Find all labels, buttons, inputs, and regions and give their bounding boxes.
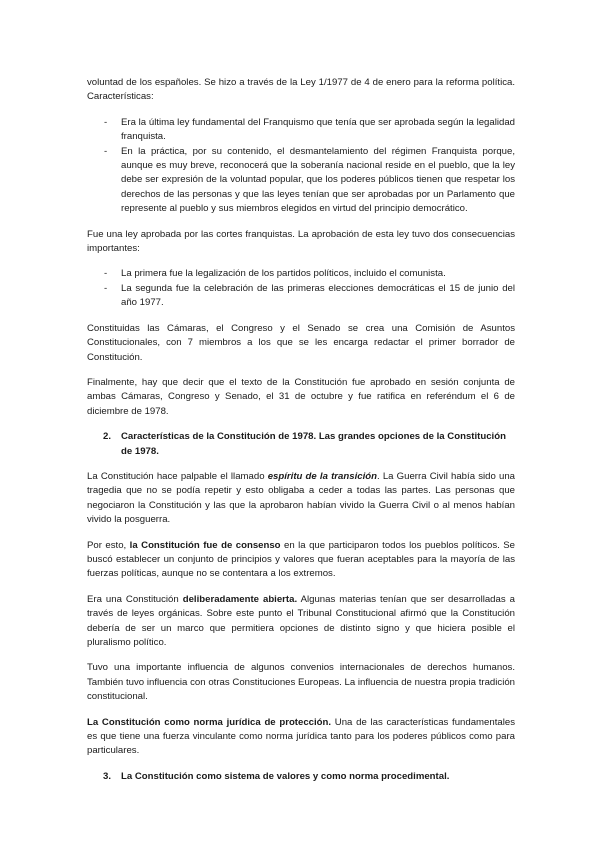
text-run: La Constitución hace palpable el llamado <box>87 470 268 482</box>
text-run: . La Guerra Civil había sido una tragedia que no se podía repetir y esto obligaba a ceder a todas las partes. Las personas que negociaron la Constitución y las que la aprobaron habían vivido la Guerra Civil o al menos habían vivido la posguerra. <box>87 470 515 526</box>
dash-bullet: - <box>104 145 108 157</box>
text-run: Algunas materias tenían que ser desarrolladas a través de leyes orgánicas. Sobre este punto el Tribunal Constitucional afirmó que la Constitución debería de ser un marco que permitiera opciones de distinto signo y que hiciera posible el pluralismo político. <box>87 593 515 648</box>
section-title: La Constitución como sistema de valores y como norma procedimental. <box>121 770 450 782</box>
section-number: 3. <box>103 770 112 782</box>
characteristics-list <box>87 116 515 217</box>
list-item <box>87 145 515 217</box>
paragraph-cortes: Fue una ley aprobada por las cortes franquistas. La aprobación de esta ley tuvo dos consecuencias importantes: <box>87 228 515 255</box>
text-run: Era una Constitución <box>87 593 183 605</box>
list-item <box>87 282 515 311</box>
page-body <box>87 76 515 795</box>
paragraph-camaras: Constituidas las Cámaras, el Congreso y el Senado se crea una Comisión de Asuntos Constitucionales, con 7 miembros a los que se les encarga redactar el primer borrador de Constitución. <box>87 322 515 363</box>
list-item <box>87 116 515 145</box>
section-heading-2 <box>87 430 515 459</box>
paragraph-consenso <box>87 539 515 582</box>
list-item-text: En la práctica, por su contenido, el desmantelamiento del régimen Franquista porque, aunque es muy breve, reconocerá que la soberanía nacional reside en el pueblo, que la ley debe ser expresión de la voluntad popular, que los poderes públicos tienen que respetar los derechos de las personas y que las leyes tenían que ser aprobadas por un Parlamento que represente al pueblo y sus miembros elegidos en virtud del principio democrático. <box>121 145 515 215</box>
bold-text: La Constitución como norma jurídica de protección. <box>87 716 332 728</box>
consequences-list <box>87 267 515 310</box>
paragraph-ley-reforma: voluntad de los españoles. Se hizo a través de la Ley 1/1977 de 4 de enero para la reforma política. Características: <box>87 77 515 103</box>
bold-text: deliberadamente abierta. <box>182 593 298 605</box>
section-number: 2. <box>103 431 112 443</box>
paragraph-espiritu <box>87 470 515 528</box>
dash-bullet: - <box>104 268 108 280</box>
dash-bullet: - <box>104 282 108 294</box>
section-title: Características de la Constitución de 1978. Las grandes opciones de la Constitución de 1978. <box>121 431 506 457</box>
paragraph-norma-juridica <box>87 716 515 759</box>
text-run: Una de las características fundamentales es que tiene una fuerza vinculante como norma jurídica tanto para los poderes públicos como para particulares. <box>87 716 515 757</box>
list-item-text: Era la última ley fundamental del Franquismo que tenía que ser aprobada según la legalidad franquista. <box>121 116 515 143</box>
paragraph-influencia: Tuvo una importante influencia de algunos convenios internacionales de derechos humanos. También tuvo influencia con otras Constituciones Europeas. La influencia de nuestra propia tradición constitucional. <box>87 662 515 703</box>
paragraph-aprobacion: Finalmente, hay que decir que el texto de la Constitución fue aprobado en sesión conjunta de ambas Cámaras, Congreso y Senado, el 31 de octubre y fue ratifica en referéndum el 6 de diciembre de 1978. <box>87 376 515 417</box>
paragraph-abierta <box>87 593 515 651</box>
emphasis-text: espíritu de la transición <box>267 470 377 482</box>
text-run: en la que participaron todos los pueblos políticos. Se buscó establecer un conjunto de principios y valores que fueran aceptables para la mayoría de las fuerzas políticas, aunque no se contentara a los extremos. <box>87 539 515 580</box>
dash-bullet: - <box>104 116 108 128</box>
list-item <box>87 267 515 281</box>
list-item-text: La segunda fue la celebración de las primeras elecciones democráticas el 15 de junio del año 1977. <box>121 282 515 309</box>
bold-text: la Constitución fue de consenso <box>129 539 281 551</box>
list-item-text: La primera fue la legalización de los partidos políticos, incluido el comunista. <box>121 268 446 280</box>
section-heading-3 <box>87 770 515 784</box>
text-run: Por esto, <box>87 539 130 551</box>
